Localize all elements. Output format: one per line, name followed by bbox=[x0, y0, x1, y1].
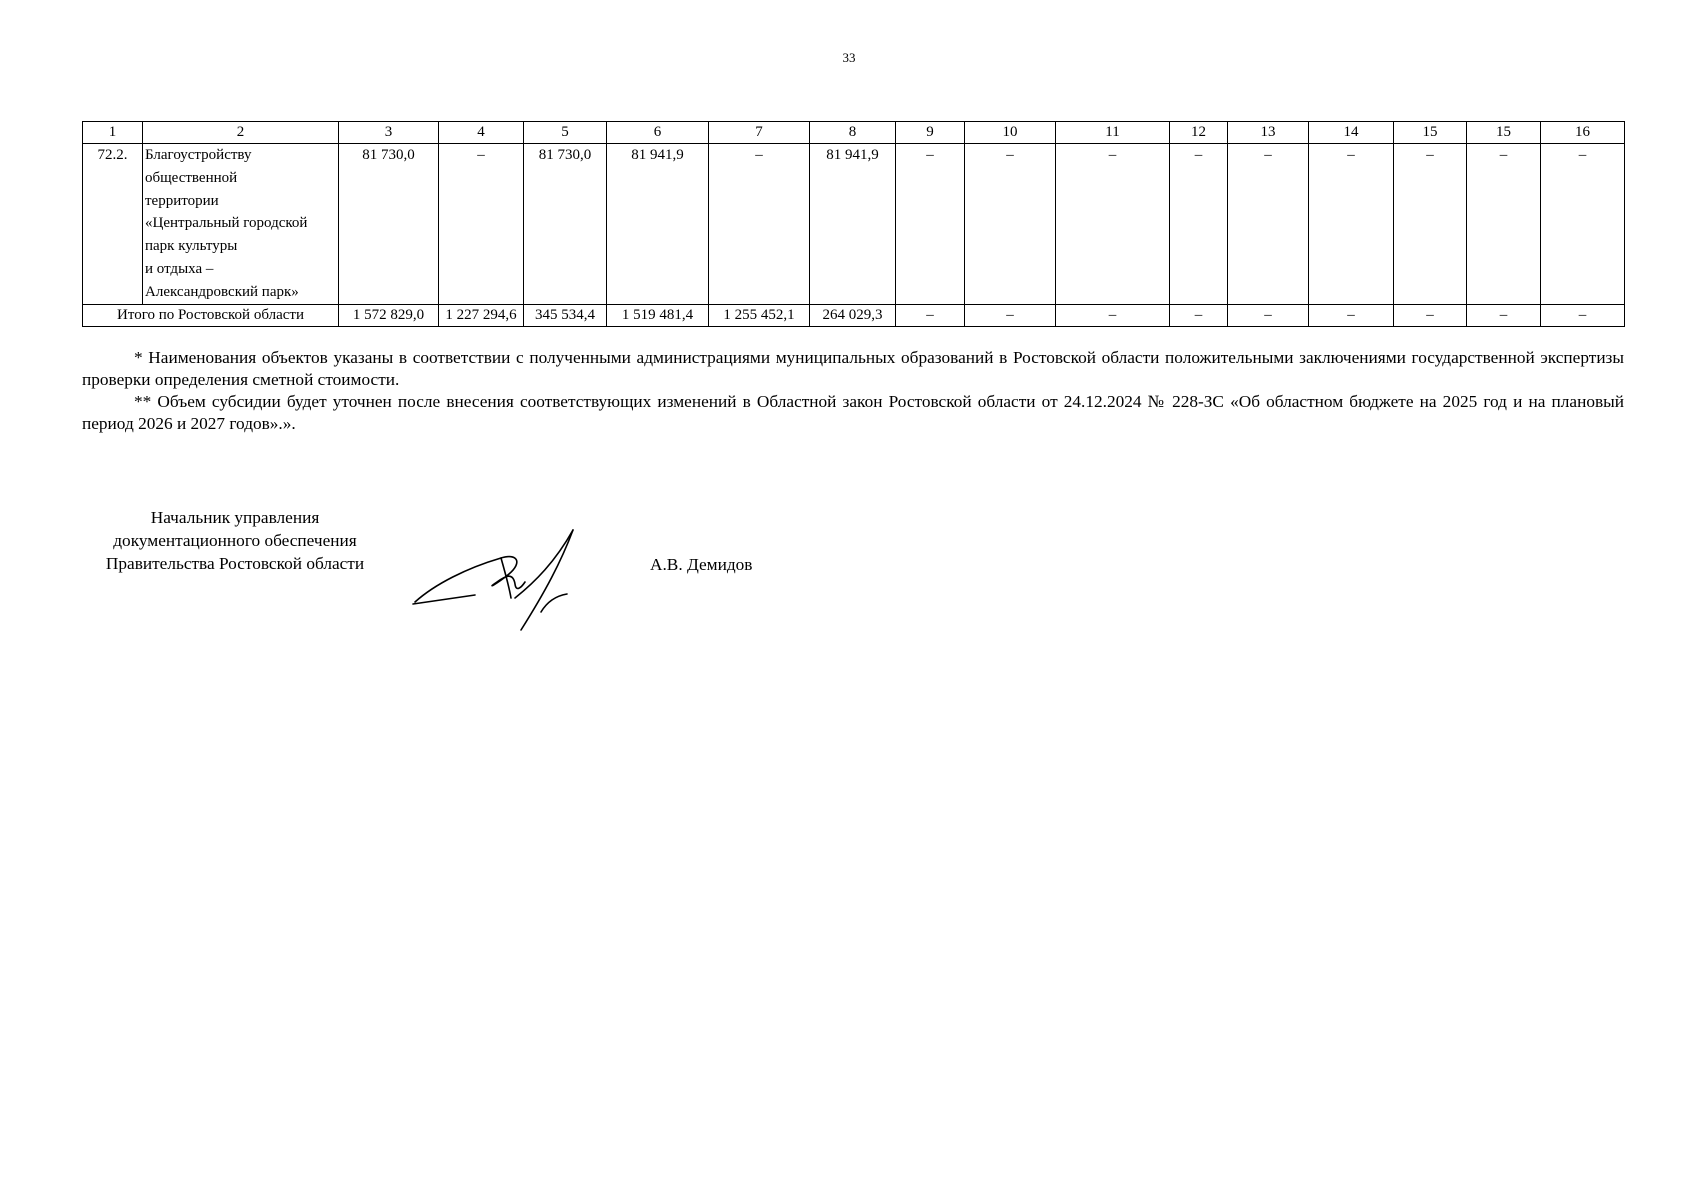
column-header-1: 1 bbox=[83, 122, 143, 144]
page-number: 33 bbox=[842, 50, 856, 65]
total-row bbox=[83, 304, 1625, 326]
cell-col-13: – bbox=[1228, 144, 1309, 305]
object-name-line: парк культуры bbox=[145, 238, 238, 255]
subsidy-table bbox=[82, 121, 1625, 327]
signatory-title-line: Правительства Ростовской области bbox=[105, 554, 365, 573]
cell-col-7: – bbox=[709, 144, 810, 305]
table-header-row bbox=[83, 122, 1625, 144]
total-col-7: 1 255 452,1 bbox=[709, 304, 810, 326]
row-number: 72.2. bbox=[83, 144, 143, 305]
column-header-15b: 15 bbox=[1467, 122, 1541, 144]
table-row bbox=[83, 144, 1625, 305]
total-label: Итого по Ростовской области bbox=[83, 304, 339, 326]
cell-col-5: 81 730,0 bbox=[524, 144, 607, 305]
total-col-12: – bbox=[1170, 304, 1228, 326]
column-header-6: 6 bbox=[607, 122, 709, 144]
cell-col-15a: – bbox=[1394, 144, 1467, 305]
column-header-7: 7 bbox=[709, 122, 810, 144]
column-header-9: 9 bbox=[896, 122, 965, 144]
cell-col-15b: – bbox=[1467, 144, 1541, 305]
column-header-11: 11 bbox=[1056, 122, 1170, 144]
column-header-3: 3 bbox=[339, 122, 439, 144]
signatory-title-line: Начальник управления bbox=[150, 508, 320, 527]
total-col-10: – bbox=[965, 304, 1056, 326]
column-header-4: 4 bbox=[439, 122, 524, 144]
footnote-2: ** Объем субсидии будет уточнен после внесения соответствующих изменений в Областной закон Ростовской области от 24.12.2024 № 228-ЗС «Об областном бюджете на 2025 год и на плановый период 2026 и 2027 годов».». bbox=[82, 392, 1624, 433]
total-col-5: 345 534,4 bbox=[524, 304, 607, 326]
column-header-13: 13 bbox=[1228, 122, 1309, 144]
total-col-9: – bbox=[896, 304, 965, 326]
column-header-8: 8 bbox=[810, 122, 896, 144]
cell-col-14: – bbox=[1309, 144, 1394, 305]
cell-col-9: – bbox=[896, 144, 965, 305]
cell-col-8: 81 941,9 bbox=[810, 144, 896, 305]
column-header-16: 16 bbox=[1541, 122, 1625, 144]
object-name-line: и отдыха – bbox=[145, 260, 214, 277]
cell-col-16: – bbox=[1541, 144, 1625, 305]
signer-name: А.В. Демидов bbox=[650, 555, 753, 574]
column-header-12: 12 bbox=[1170, 122, 1228, 144]
handwritten-signature bbox=[405, 522, 625, 632]
column-header-14: 14 bbox=[1309, 122, 1394, 144]
column-header-15a: 15 bbox=[1394, 122, 1467, 144]
column-header-2: 2 bbox=[143, 122, 339, 144]
cell-col-12: – bbox=[1170, 144, 1228, 305]
footnote-1: * Наименования объектов указаны в соответствии с полученными администрациями муниципальных образований в Ростовской области положительными заключениями государственной экспертизы проверки определения сметной стоимости. bbox=[82, 348, 1624, 389]
total-col-13: – bbox=[1228, 304, 1309, 326]
cell-col-11: – bbox=[1056, 144, 1170, 305]
total-col-6: 1 519 481,4 bbox=[607, 304, 709, 326]
column-header-5: 5 bbox=[524, 122, 607, 144]
cell-col-3: 81 730,0 bbox=[339, 144, 439, 305]
total-col-15a: – bbox=[1394, 304, 1467, 326]
object-name-line: территории bbox=[145, 192, 219, 209]
signatory-title bbox=[80, 506, 390, 575]
footnotes bbox=[82, 347, 1624, 435]
total-col-15b: – bbox=[1467, 304, 1541, 326]
signatory-title-line: документационного обеспечения bbox=[113, 531, 357, 550]
total-col-14: – bbox=[1309, 304, 1394, 326]
cell-col-4: – bbox=[439, 144, 524, 305]
cell-col-6: 81 941,9 bbox=[607, 144, 709, 305]
object-name-line: Благоустройству bbox=[145, 147, 252, 163]
object-name bbox=[143, 144, 339, 305]
cell-col-10: – bbox=[965, 144, 1056, 305]
total-col-4: 1 227 294,6 bbox=[439, 304, 524, 326]
total-col-8: 264 029,3 bbox=[810, 304, 896, 326]
column-header-10: 10 bbox=[965, 122, 1056, 144]
total-col-16: – bbox=[1541, 304, 1625, 326]
object-name-line: общественной bbox=[145, 169, 238, 186]
total-col-3: 1 572 829,0 bbox=[339, 304, 439, 326]
total-col-11: – bbox=[1056, 304, 1170, 326]
object-name-line: Александровский парк» bbox=[145, 283, 299, 300]
object-name-line: «Центральный городской bbox=[145, 215, 308, 232]
